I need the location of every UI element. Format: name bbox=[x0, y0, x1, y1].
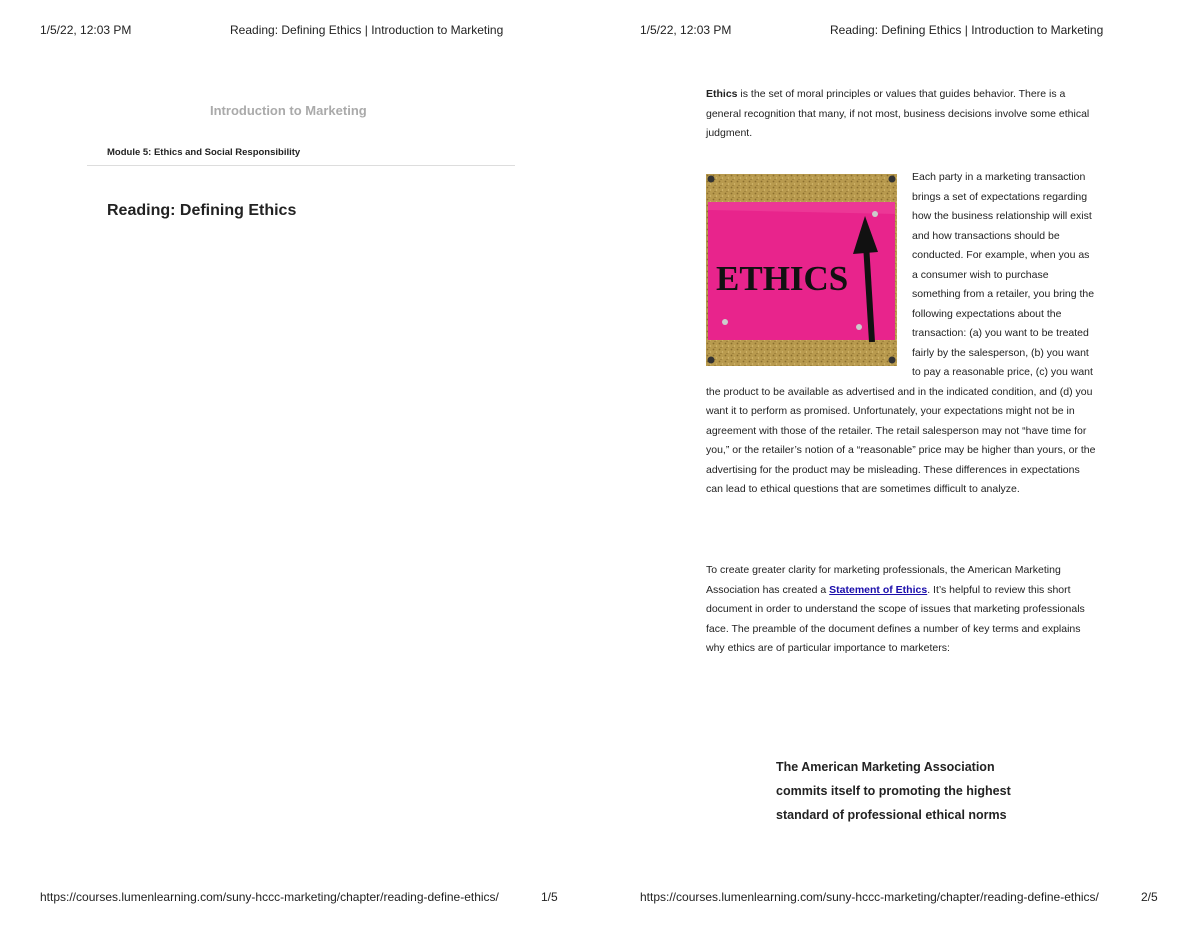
expectations-section bbox=[706, 168, 1096, 500]
page-title: Reading: Defining Ethics bbox=[107, 202, 297, 219]
ama-paragraph-rest: . It’s helpful to review this short document in order to understand the scope of issues that marketing professionals face. The preamble of the document defines a number of key terms and explains why ethics are of particular importance to marketers: bbox=[706, 583, 1085, 654]
sign-text: ETHICS bbox=[716, 259, 849, 298]
statement-of-ethics-link[interactable]: Statement of Ethics bbox=[829, 583, 928, 596]
print-header-title: Reading: Defining Ethics | Introduction to Marketing bbox=[830, 23, 1104, 37]
ama-paragraph-intro: To create greater clarity for marketing professionals, the American Marketing Association has created a bbox=[706, 564, 1061, 596]
ethics-term: Ethics bbox=[706, 88, 738, 100]
print-footer-page-number: 2/5 bbox=[1141, 890, 1158, 904]
ethics-definition-text: is the set of moral principles or values that guides behavior. There is a general recognition that many, if not most, business decisions involve some ethical judgment. bbox=[706, 88, 1090, 139]
print-footer-page-number: 1/5 bbox=[541, 890, 558, 904]
print-header-date: 1/5/22, 12:03 PM bbox=[640, 23, 732, 37]
ama-paragraph bbox=[706, 561, 1096, 659]
ethics-definition-paragraph bbox=[706, 85, 1096, 144]
print-footer-url: https://courses.lumenlearning.com/suny-hccc-marketing/chapter/reading-define-ethics/ bbox=[40, 890, 499, 904]
print-page-2 bbox=[600, 0, 1200, 927]
print-footer-url: https://courses.lumenlearning.com/suny-hccc-marketing/chapter/reading-define-ethics/ bbox=[640, 890, 1099, 904]
header-divider bbox=[87, 165, 515, 166]
print-header-date: 1/5/22, 12:03 PM bbox=[40, 23, 132, 37]
ama-quote: The American Marketing Association commits itself to promoting the highest standard of professional ethical norms bbox=[776, 760, 1011, 822]
print-header-title: Reading: Defining Ethics | Introduction to Marketing bbox=[230, 23, 504, 37]
ethics-sign-image bbox=[706, 174, 897, 366]
module-breadcrumb: Module 5: Ethics and Social Responsibility bbox=[107, 147, 301, 158]
course-title[interactable]: Introduction to Marketing bbox=[210, 103, 367, 118]
expectations-paragraph: Each party in a marketing transaction brings a set of expectations regarding how the business relationship will exist and how transactions should be conducted. For example, when you as a consumer wish to purchase something from a retailer, you bring the following expectations about the transaction: (a) you want to be treated fairly by the salesperson, (b) you want to pay a reasonable price, (c) you want the product to be available as advertised and in the indicated condition, and (d) you want it to perform as promised. Unfortunately, your expectations might not be in agreement with those of the retailer. The retail salesperson may not “have time for you,” or the retailer’s notion of a “reasonable” price may be higher than yours, or the advertising for the product may be misleading. These differences in expectations can lead to ethical questions that are sometimes difficult to analyze. bbox=[706, 171, 1096, 495]
